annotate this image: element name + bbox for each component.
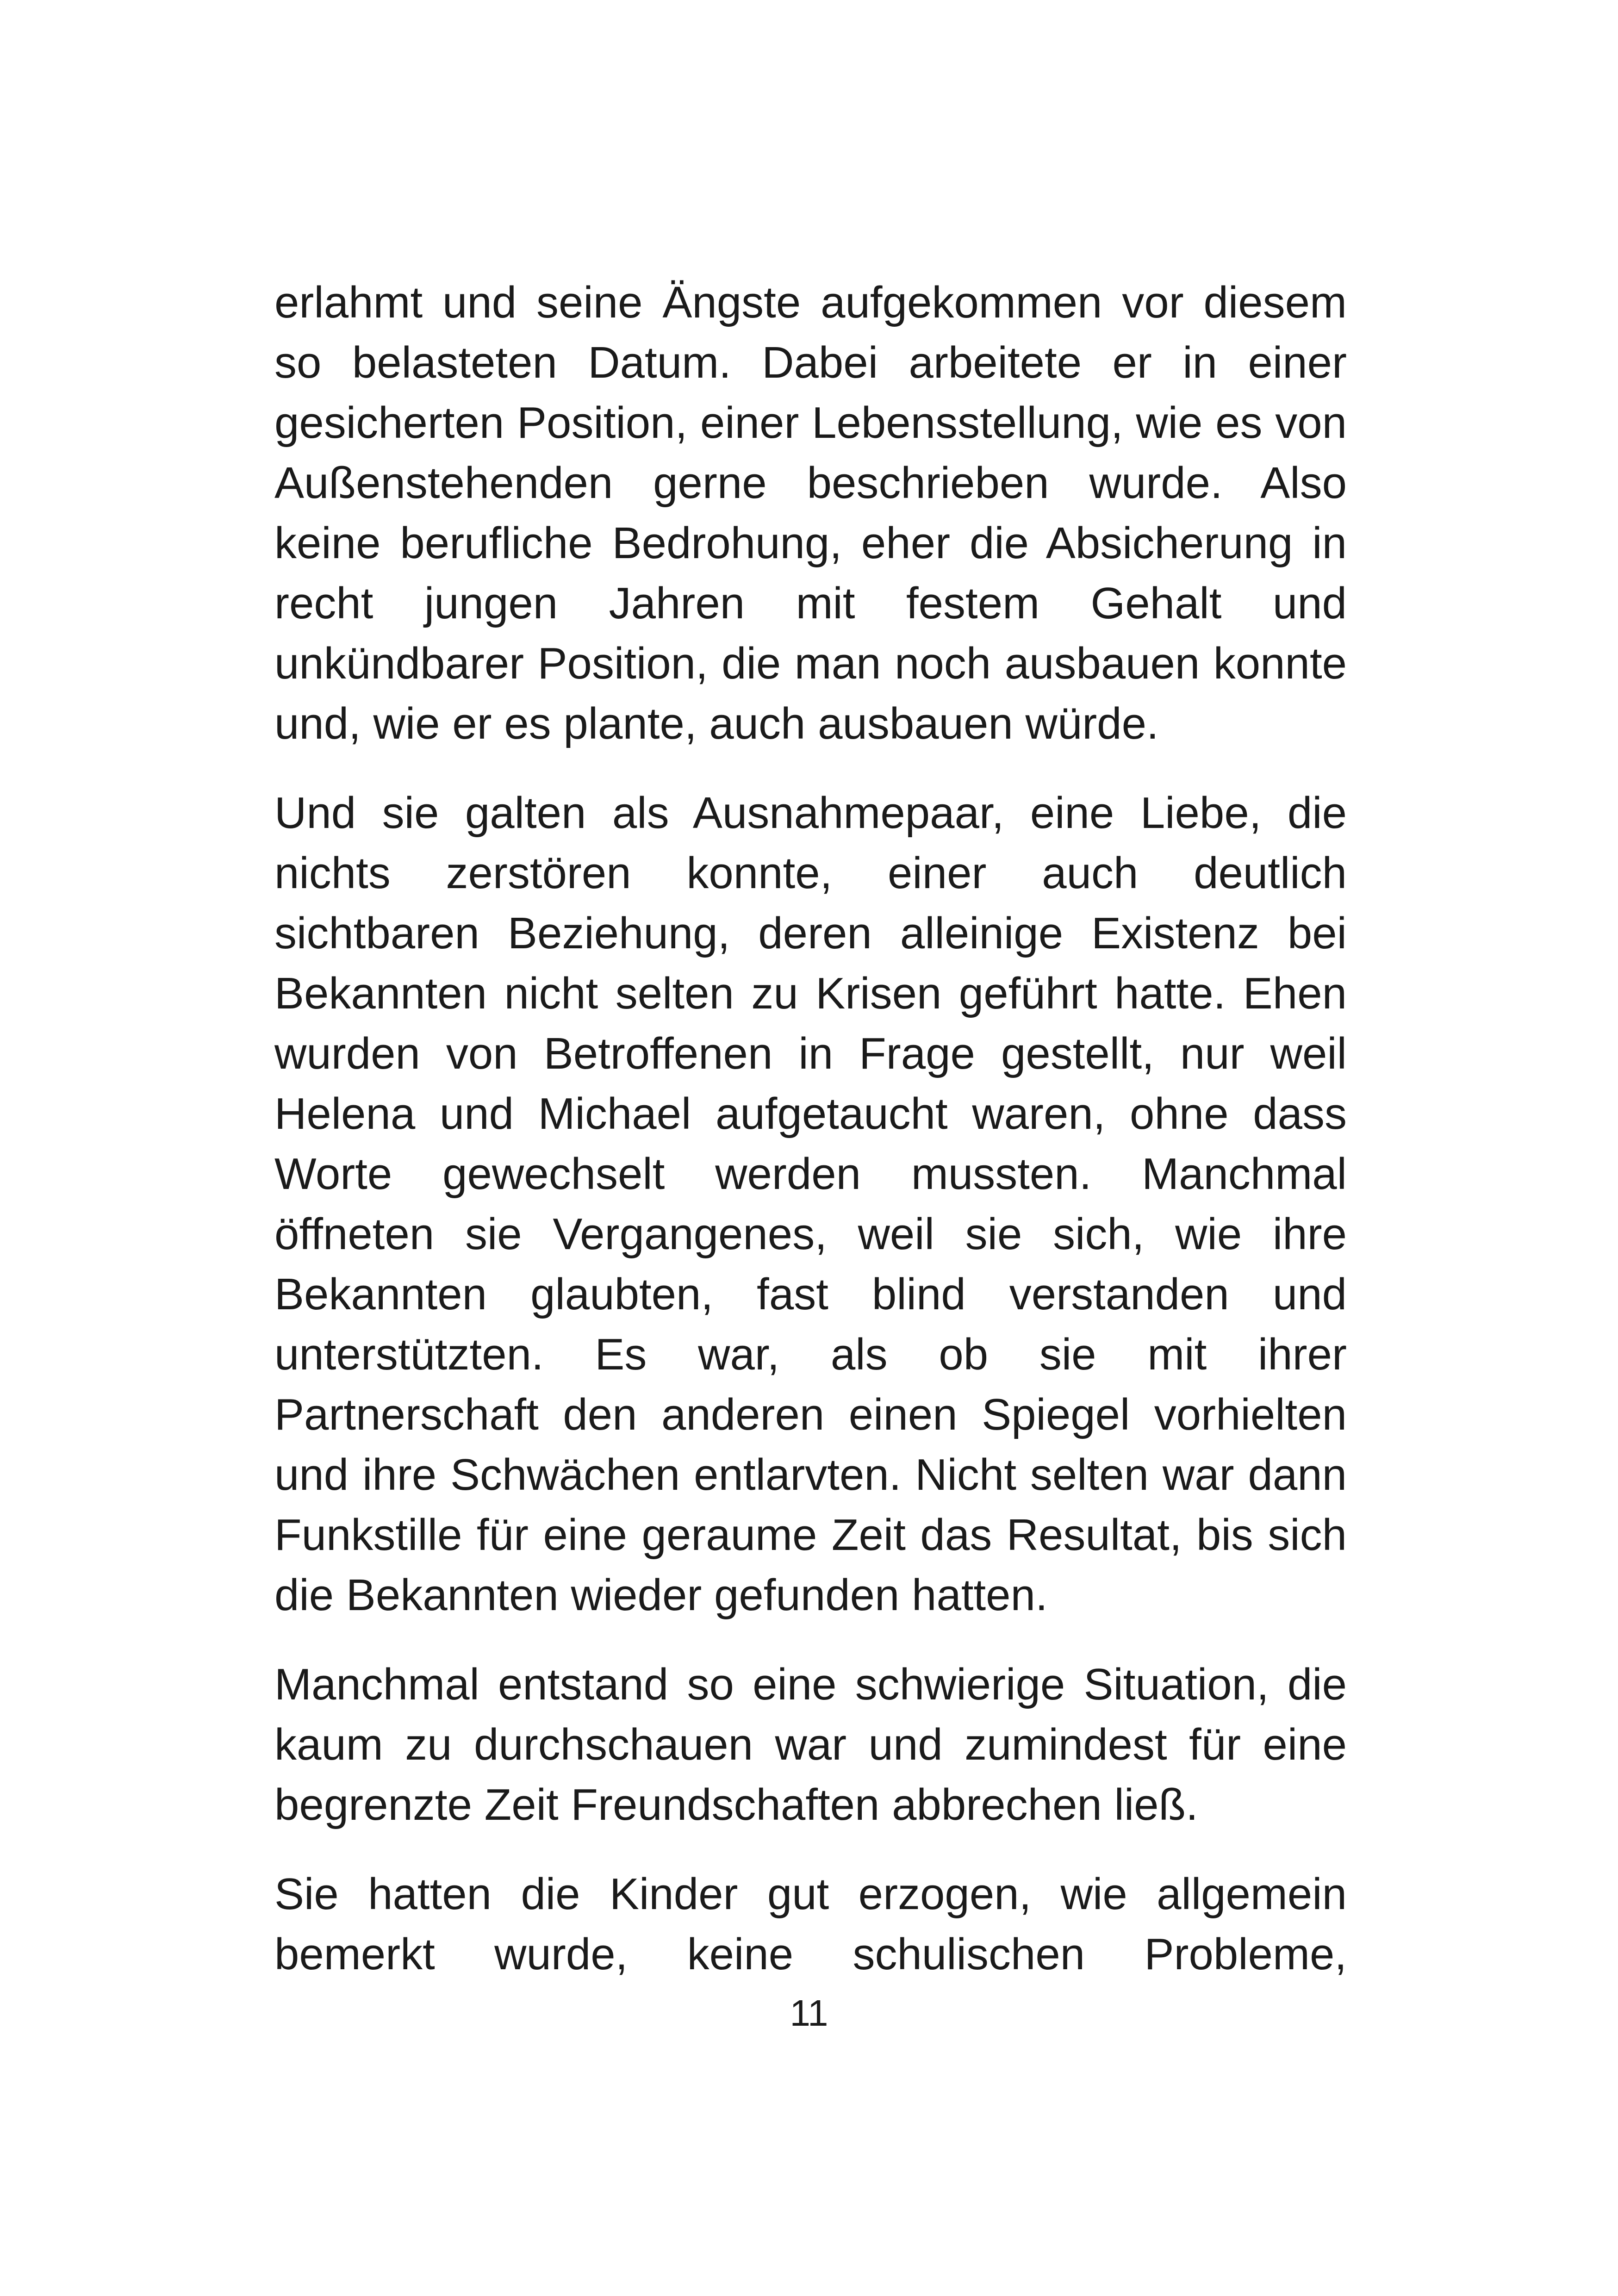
paragraph-2: Und sie galten als Ausnahmepaar, eine Liebe, die nichts zerstören konnte, einer auch deutlich sichtbaren Beziehung, deren alleinige Existenz bei Bekannten nicht selten zu Krisen geführt hatte. Ehen wurden von Betroffenen in Frage gestellt, nur weil Helena und Michael aufgetaucht waren, ohne dass Worte gewechselt werden mussten. Manchmal öffneten sie Vergangenes, weil sie sich, wie ihre Bekannten glaubten, fast blind verstanden und unterstützten. Es war, als ob sie mit ihrer Partnerschaft den anderen einen Spiegel vorhielten und ihre Schwächen entlarvten. Nicht selten war dann Funkstille für eine geraume Zeit das Resultat, bis sich die Bekannten wieder gefunden hatten. <box>274 788 1347 1620</box>
paragraph-3: Manchmal entstand so eine schwierige Situation, die kaum zu durchschauen war und zumindest für eine begrenzte Zeit Freundschaften abbrechen ließ. <box>274 1660 1347 1829</box>
paragraph-1: erlahmt und seine Ängste aufgekommen vor diesem so belasteten Datum. Dabei arbeitete er in einer gesicherten Position, einer Lebensstellung, wie es von Außenstehenden gerne beschrieben wurde. Also keine berufliche Bedrohung, eher die Absicherung in recht jungen Jahren mit festem Gehalt und unkündbarer Position, die man noch ausbauen konnte und, wie er es plante, auch ausbauen würde. <box>274 278 1347 748</box>
paragraph-4: Sie hatten die Kinder gut erzogen, wie allgemein bemerkt wurde, keine schulischen Probleme, <box>274 1869 1347 1979</box>
page-number: 11 <box>790 1992 828 2034</box>
body-text <box>274 273 1347 2014</box>
